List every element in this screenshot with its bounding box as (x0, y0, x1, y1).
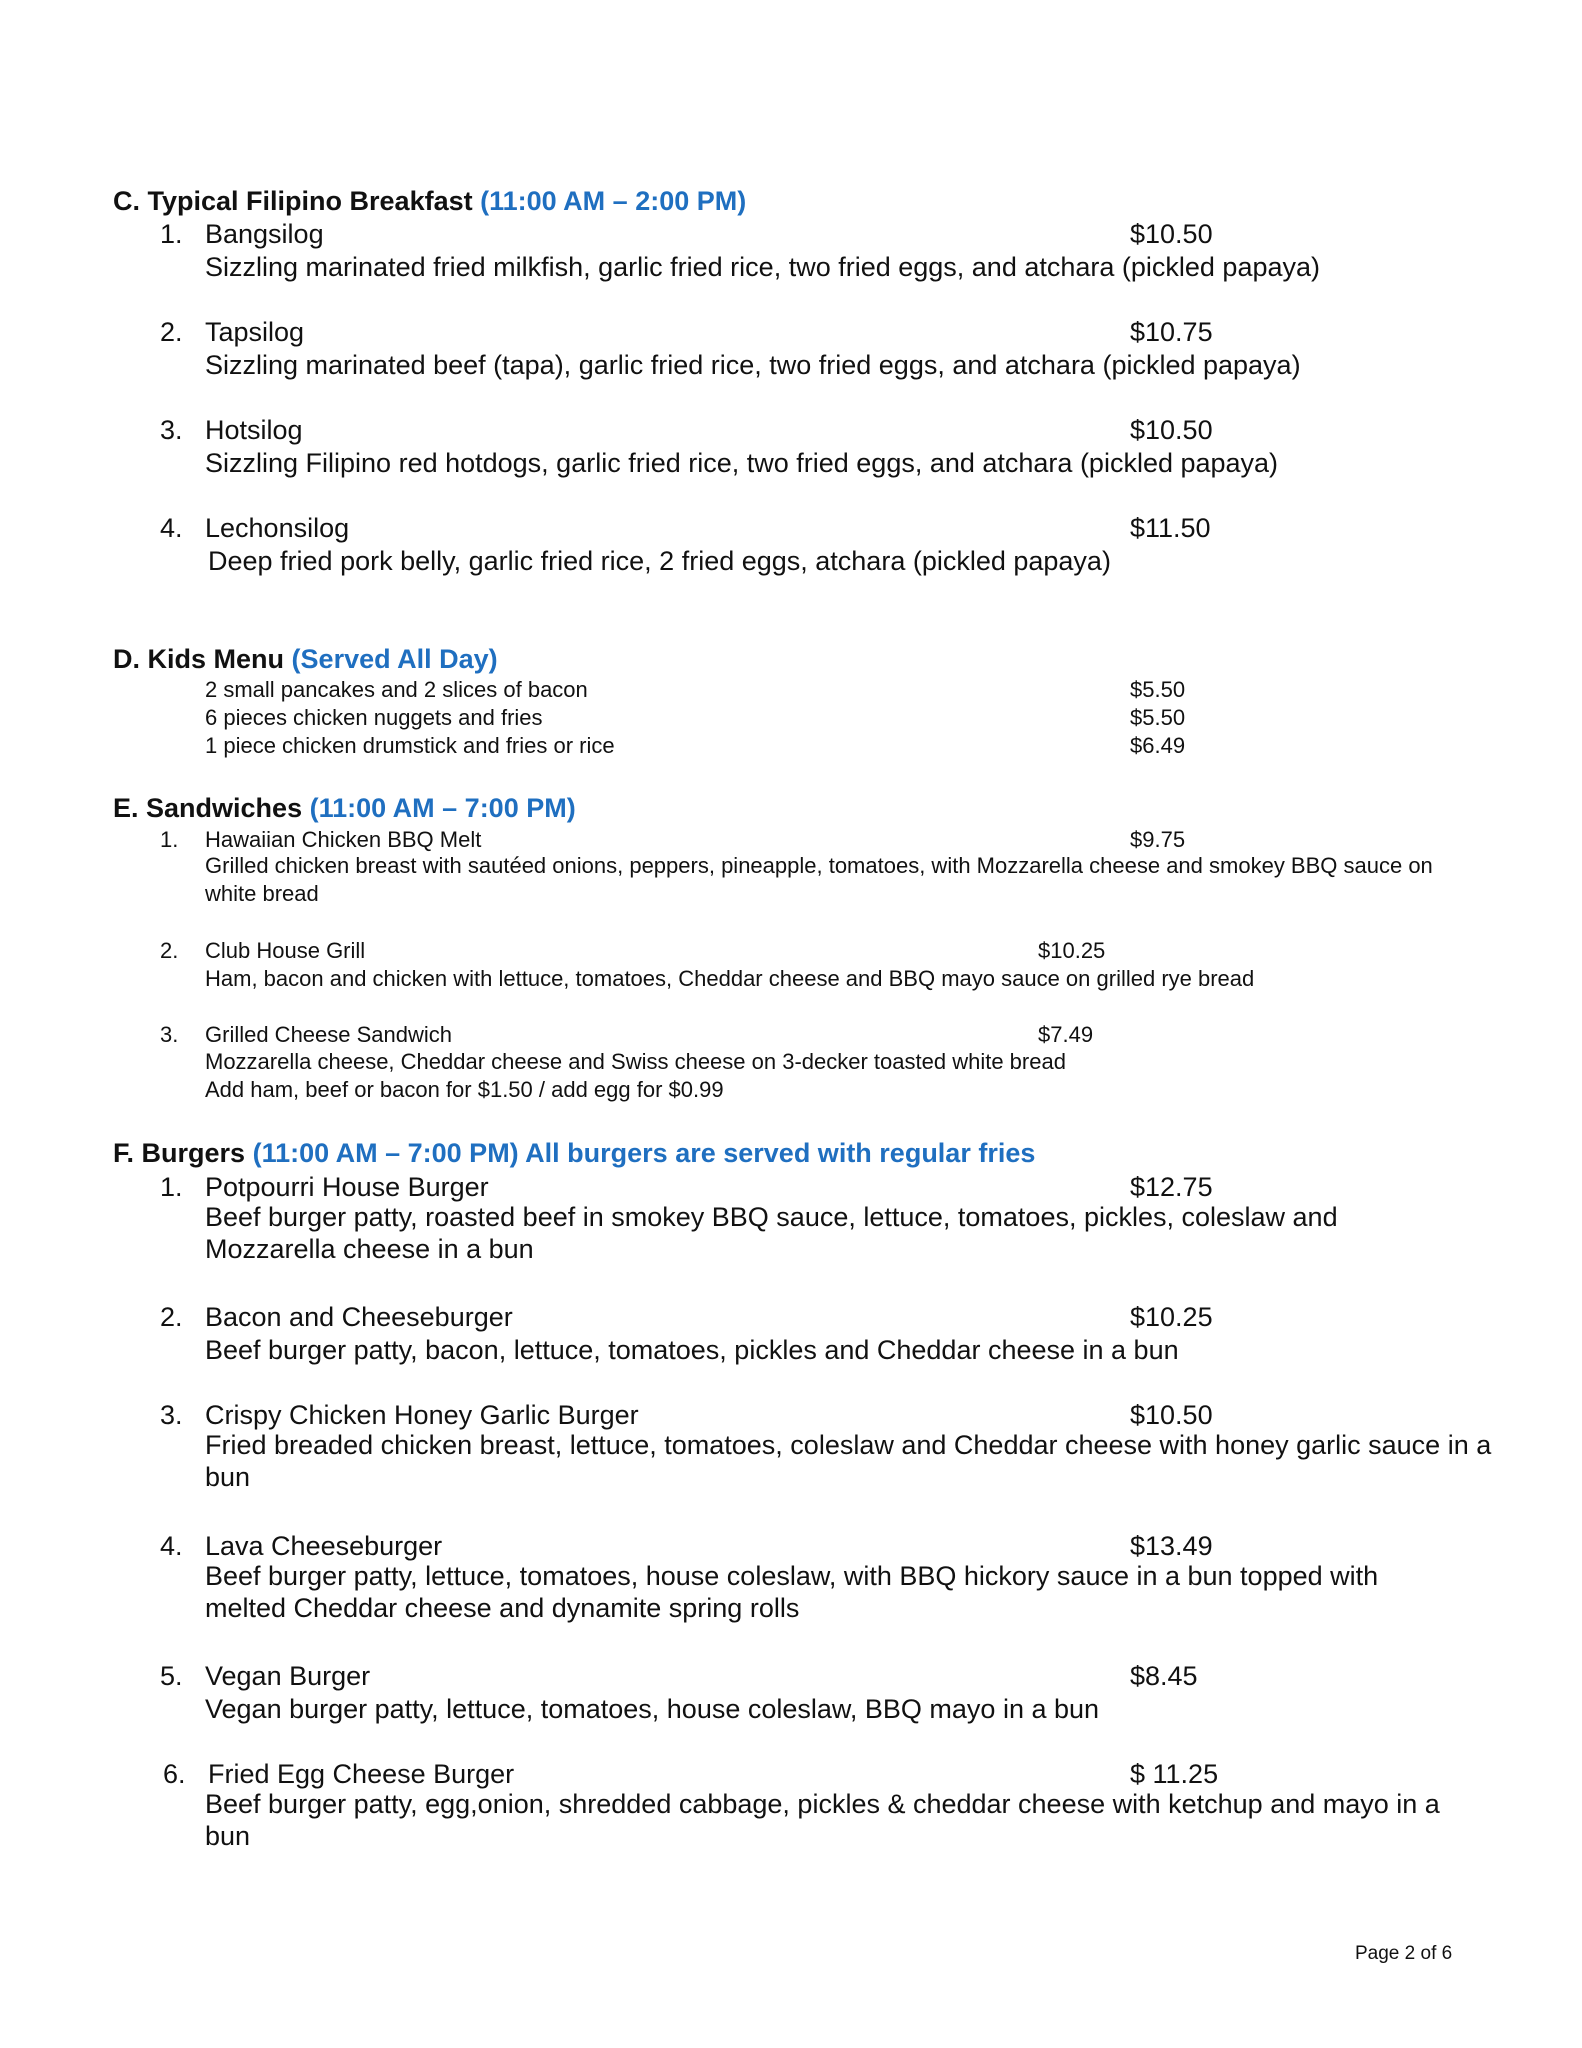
item-price: $10.50 (1130, 415, 1213, 445)
item-name: Hawaiian Chicken BBQ Melt (205, 827, 482, 852)
item-name: Bangsilog (205, 219, 324, 249)
item-price: $11.50 (1130, 513, 1211, 543)
item-price: $10.50 (1130, 219, 1213, 249)
item-price: $10.25 (1130, 1302, 1213, 1332)
item-price: $10.75 (1130, 317, 1213, 347)
section-heading-sandwiches: E. Sandwiches (11:00 AM – 7:00 PM) (113, 793, 576, 823)
section-heading-kids: D. Kids Menu (Served All Day) (113, 644, 498, 674)
item-price: $9.75 (1130, 827, 1186, 852)
item-name: 2 small pancakes and 2 slices of bacon (205, 677, 588, 702)
item-name: Lava Cheeseburger (205, 1531, 443, 1561)
item-price: $10.25 (1038, 938, 1106, 963)
item-number: 1. (160, 827, 179, 852)
item-description: Beef burger patty, egg,onion, shredded cabbage, pickles & cheddar cheese with ketchup and mayo in a bun (205, 1789, 1440, 1851)
item-name: 6 pieces chicken nuggets and fries (205, 705, 543, 730)
item-name: Hotsilog (205, 415, 303, 445)
item-number: 3. (160, 1400, 183, 1430)
item-name: Lechonsilog (205, 513, 350, 543)
item-price: $8.45 (1130, 1661, 1198, 1691)
item-description: Sizzling marinated fried milkfish, garlic fried rice, two fried eggs, and atchara (pickled papaya) (205, 252, 1321, 282)
item-description: Deep fried pork belly, garlic fried rice, 2 fried eggs, atchara (pickled papaya) (208, 546, 1111, 576)
item-name: Tapsilog (205, 317, 305, 347)
item-number: 3. (160, 1022, 179, 1047)
item-description: Vegan burger patty, lettuce, tomatoes, house coleslaw, BBQ mayo in a bun (205, 1694, 1100, 1724)
item-description: Beef burger patty, roasted beef in smokey BBQ sauce, lettuce, tomatoes, pickles, coleslaw and Mozzarella cheese in a bun (205, 1202, 1338, 1264)
item-price: $6.49 (1130, 733, 1186, 758)
page-number: Page 2 of 6 (1355, 1943, 1453, 1964)
item-price: $5.50 (1130, 677, 1186, 702)
item-number: 4. (160, 513, 183, 543)
item-description: Grilled chicken breast with sautéed onions, peppers, pineapple, tomatoes, with Mozzarella cheese and smokey BBQ sauce on white bread (205, 853, 1433, 906)
item-number: 2. (160, 1302, 183, 1332)
item-name: Potpourri House Burger (205, 1172, 489, 1202)
item-addon-note: Add ham, beef or bacon for $1.50 / add egg for $0.99 (205, 1077, 724, 1102)
item-number: 1. (160, 219, 183, 249)
item-price: $5.50 (1130, 705, 1186, 730)
item-name: Fried Egg Cheese Burger (208, 1759, 515, 1789)
item-description: Beef burger patty, lettuce, tomatoes, house coleslaw, with BBQ hickory sauce in a bun topped with melted Cheddar cheese and dynamite spring rolls (205, 1561, 1379, 1623)
item-number: 2. (160, 317, 183, 347)
item-description: Ham, bacon and chicken with lettuce, tomatoes, Cheddar cheese and BBQ mayo sauce on grilled rye bread (205, 966, 1255, 991)
item-name: Grilled Cheese Sandwich (205, 1022, 453, 1047)
item-description: Mozzarella cheese, Cheddar cheese and Swiss cheese on 3-decker toasted white bread (205, 1049, 1066, 1074)
section-heading-breakfast: C. Typical Filipino Breakfast (11:00 AM – 2:00 PM) (113, 186, 747, 216)
item-price: $ 11.25 (1130, 1759, 1219, 1789)
item-number: 6. (163, 1759, 186, 1789)
item-name: Crispy Chicken Honey Garlic Burger (205, 1400, 639, 1430)
item-name: Club House Grill (205, 938, 366, 963)
item-number: 1. (160, 1172, 183, 1202)
item-name: Vegan Burger (205, 1661, 371, 1691)
item-number: 2. (160, 938, 179, 963)
item-price: $12.75 (1130, 1172, 1213, 1202)
item-price: $7.49 (1038, 1022, 1094, 1047)
item-description: Fried breaded chicken breast, lettuce, tomatoes, coleslaw and Cheddar cheese with honey garlic sauce in a bun (205, 1430, 1492, 1492)
section-heading-burgers: F. Burgers (11:00 AM – 7:00 PM) All burgers are served with regular fries (113, 1138, 1036, 1168)
item-name: 1 piece chicken drumstick and fries or rice (205, 733, 615, 758)
item-price: $13.49 (1130, 1531, 1213, 1561)
item-description: Sizzling marinated beef (tapa), garlic fried rice, two fried eggs, and atchara (pickled papaya) (205, 350, 1301, 380)
item-name: Bacon and Cheeseburger (205, 1302, 513, 1332)
item-description: Beef burger patty, bacon, lettuce, tomatoes, pickles and Cheddar cheese in a bun (205, 1335, 1179, 1365)
item-number: 5. (160, 1661, 183, 1691)
item-number: 4. (160, 1531, 183, 1561)
item-price: $10.50 (1130, 1400, 1213, 1430)
item-description: Sizzling Filipino red hotdogs, garlic fried rice, two fried eggs, and atchara (pickled papaya) (205, 448, 1279, 478)
item-number: 3. (160, 415, 183, 445)
